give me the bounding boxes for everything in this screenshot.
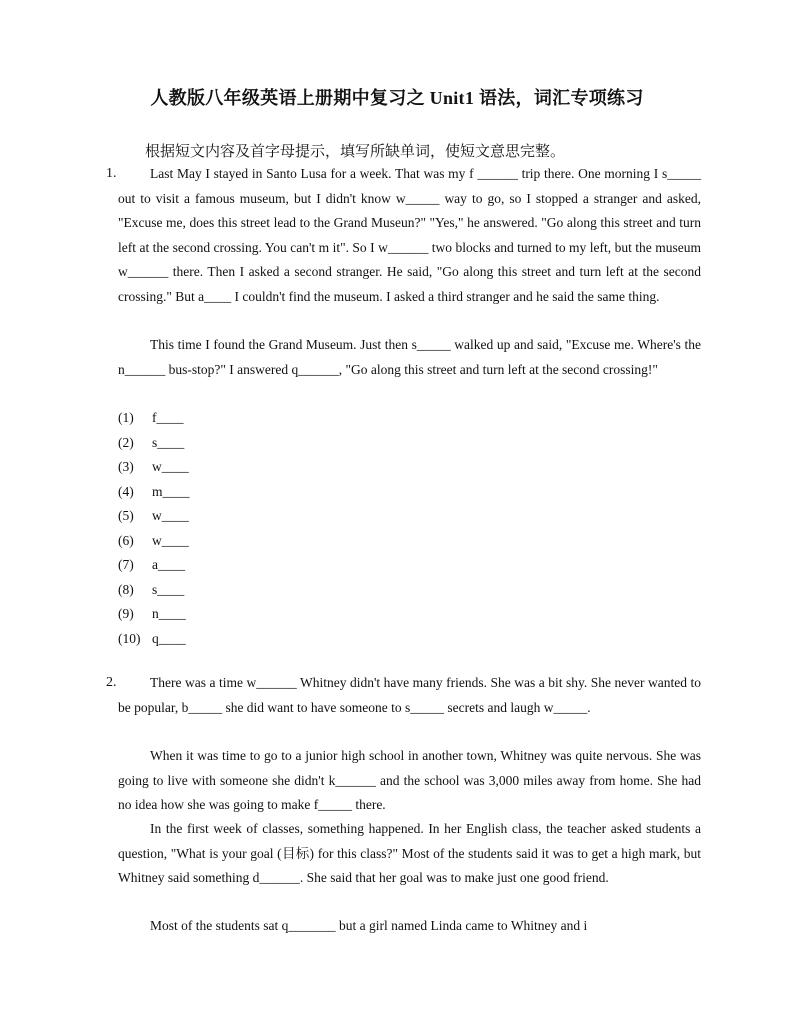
blank-number: (2) [118,434,134,450]
question-2-paragraph-4: Most of the students sat q_______ but a girl named Linda came to Whitney and i [150,918,588,933]
blank-number: (1) [118,410,134,425]
question-1-blank-list [118,406,190,651]
blank-number: (10) [118,630,141,646]
question-1-paragraph-2: This time I found the Grand Museum. Just then s_____ walked up and said, "Excuse me. Where's the n______ bus-stop?" I answered q______, "Go along this street and turn left at the second crossing!" [118,337,701,377]
blank-answer-line[interactable]: w____ [152,459,189,474]
question-2-paragraph-3: In the first week of classes, something happened. In her English class, the teacher asked students a question, "What is your goal (目标) for this class?" Most of the students said it was to get a high mark, but Whitney said something d______. She said that her goal was to make just one good friend. [118,821,701,885]
question-2-paragraph-2: When it was time to go to a junior high school in another town, Whitney was quite nervous. She was going to live with someone she didn't k______ and the school was 3,000 miles away from home. She had no idea how she was going to make f_____ there. [118,748,701,812]
blank-number: (9) [118,606,134,621]
question-1-paragraph-1: Last May I stayed in Santo Lusa for a week. That was my f ______ trip there. One morning I s_____ out to visit a famous museum, but I didn't know w_____ way to go, so I stopped a stranger and asked, "Excuse me, does this street lead to the Grand Museun?" "Yes," he answered. "Go along this street and turn left at the second crossing. You can't m it". So I w______ two blocks and turned to my left, but the museum w______ there. Then I asked a second stranger. He said, "Go along this street and turn left at the second crossing." But a____ I couldn't find the museum. I asked a third stranger and he said the same thing. [118,166,701,304]
blank-number: (5) [118,508,134,523]
blank-answer-line[interactable]: n____ [152,606,186,621]
question-2-paragraph-1: There was a time w______ Whitney didn't have many friends. She was a bit shy. She never wanted to be popular, b_____ she did want to have someone to s_____ secrets and laugh w_____. [118,675,701,715]
blank-number: (6) [118,532,134,548]
blank-item [118,627,190,652]
blank-number: (3) [118,459,134,474]
blank-answer-line[interactable]: f____ [152,410,184,425]
blank-answer-line[interactable]: s____ [152,434,185,450]
blank-item [118,504,190,529]
blank-item [118,602,190,627]
blank-item [118,553,190,578]
blank-item [118,431,190,456]
blank-item [118,529,190,554]
instruction-text: 根据短文内容及首字母提示，填写所缺单词，使短文意思完整。 [145,144,566,160]
blank-answer-line[interactable]: q____ [152,630,186,646]
question-1-number: 1. [106,166,117,181]
blank-answer-line[interactable]: m____ [152,483,190,499]
blank-answer-line[interactable]: s____ [152,581,185,597]
blank-answer-line[interactable]: a____ [152,557,185,572]
question-2-number: 2. [106,675,117,690]
blank-number: (7) [118,557,134,572]
blank-item [118,406,190,431]
blank-number: (8) [118,581,134,597]
blank-number: (4) [118,483,134,499]
blank-item [118,480,190,505]
page-title: 人教版八年级英语上册期中复习之 Unit1 语法，词汇专项练习 [150,88,644,108]
blank-item [118,455,190,480]
blank-answer-line[interactable]: w____ [152,532,189,548]
blank-item [118,578,190,603]
blank-answer-line[interactable]: w____ [152,508,189,523]
